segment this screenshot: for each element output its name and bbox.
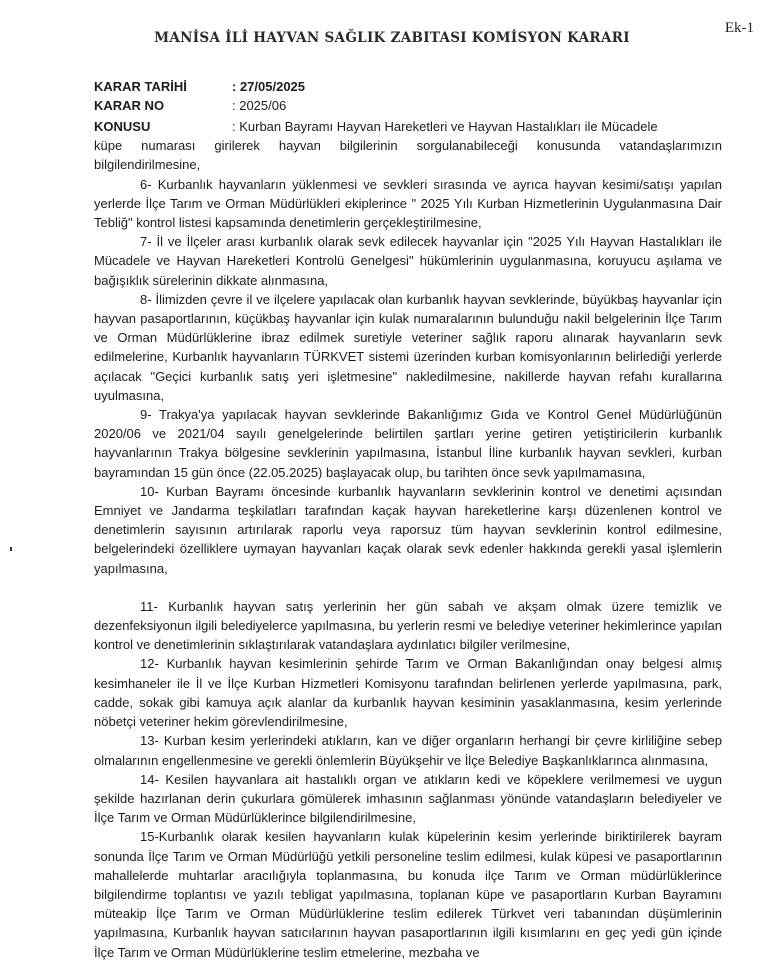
paragraph: 6- Kurbanlık hayvanların yüklenmesi ve sevkleri sırasında ve ayrıca hayvan kesimi/satışı yapılan yerlerde İlçe Tarım ve Orman Müdürlükleri ekiplerince " 2025 Yılı Kurban Hizmetlerinin Uygulanmasına Dair Tebliğ" kontrol listesi kapsamında denetimlerin gerçekleştirilmesine,	[94, 176, 722, 231]
decision-date-value: : 27/05/2025	[232, 79, 306, 94]
decision-number-label: KARAR NO	[94, 98, 165, 113]
decision-date-label: KARAR TARİHİ	[94, 79, 187, 94]
paragraph-gap	[94, 578, 722, 597]
paragraph: 11- Kurbanlık hayvan satış yerlerinin her gün sabah ve akşam olmak üzere temizlik ve dezenfeksiyonun ilgili belediyelerce yapılmasına, bu yerlerin resmi ve belediye veteriner hekimlerince yapılan kontrol ve denetimlerinin sıklaştırılarak vatandaşlara aydınlatıcı bilgiler verilmesine,	[94, 598, 722, 653]
paragraph: 15-Kurbanlık olarak kesilen hayvanların kulak küpelerinin kesim yerlerinde biriktirilerek bayram sonunda İlçe Tarım ve Orman Müdürlüğü yetkili personeline teslim edilmesi, kulak küpesi ve pasaportlarının mahallelerde muhtarlar aracılığıyla toplanmasına, bu konuda ilçe Tarım ve Orman müdürlüklerince bilgilendirme toplantısı ve yazılı tebligat yapılmasına, toplanan küpe ve pasaportların Kurban Bayramını müteakip İlçe Tarım ve Orman Müdürlüklerine teslim edilerek Türkvet veri tabanından düşümlerinin yapılmasına, Kurbanlık hayvan satıcılarının hayvan pasaportlarının ilgili kısımlarını en geç yedi gün içinde İlçe Tarım ve Orman Müdürlüklerine teslim etmelerine, mezbaha ve	[94, 829, 722, 960]
paragraph: 13- Kurban kesim yerlerindeki atıkların, kan ve diğer organların herhangi bir çevre kirliliğine sebep olmalarının engellenmesine ve gerekli önlemlerin Büyükşehir ve İlçe Belediye Başkanlıklarınca alınmasına,	[94, 733, 722, 768]
paragraph: 7- İl ve İlçeler arası kurbanlık olarak sevk edilecek hayvanlar için "2025 Yılı Hayvan Hastalıkları ile Mücadele ve Hayvan Hareketleri Kontrolü Genelgesi" hükümlerinin uygulanmasına, koruyucu aşılama ve bağışıklık sürelerinin dikkate alınmasına,	[94, 234, 722, 288]
decision-number-row	[94, 96, 305, 115]
paragraph: 12- Kurbanlık hayvan kesimlerinin şehirde Tarım ve Orman Bakanlığından onay belgesi almış kesimhaneler ile İl ve İlçe Kurban Hizmetleri Komisyonu tarafından belirlenen yerlerde yapılmasına, park, cadde, sokak gibi kamuya açık alanlar da kurbanlık hayvan kesiminin yasaklanmasına, kesim yerlerinde nöbetçi veteriner hekim görevlendirilmesine,	[94, 656, 722, 730]
paragraph: 10- Kurban Bayramı öncesinde kurbanlık hayvanların sevklerinin kontrol ve denetimi açısından Emniyet ve Jandarma teşkilatları tarafından kaçak hayvan hareketlerine karşı düzenlenen kontrol ve denetimlerin sayısının artırılarak raporlu veya raporsuz tüm hayvan sevklerinin kontrol edilmesine, belgelerindeki özelliklere uymayan hayvanları kaçak olarak sevk edenler hakkında gerekli yasal işlemlerin yapılmasına,	[94, 483, 722, 576]
annex-label: Ek-1	[724, 20, 754, 36]
scan-speck	[10, 547, 12, 551]
decision-meta	[94, 77, 305, 115]
paragraph: küpe numarası girilerek hayvan bilgilerinin sorgulanabileceği konusunda vatandaşlarımızın bilgilendirilmesine,	[94, 138, 722, 173]
subject-row	[94, 117, 722, 136]
decision-number-value: : 2025/06	[232, 98, 287, 113]
paragraph: 14- Kesilen hayvanlara ait hastalıklı organ ve atıkların kedi ve köpeklere verilmemesi ve uygun şekilde hazırlanan derin çukurlara gömülerek imhasının sağlanması yönünde vatandaşların belediyeler ve İlçe Tarım ve Orman Müdürlüklerince bilgilendirilmesine,	[94, 771, 722, 826]
document-title: MANİSA İLİ HAYVAN SAĞLIK ZABITASI KOMİSYON KARARI	[154, 30, 630, 46]
document-body	[94, 117, 722, 962]
paragraph: 8- İlimizden çevre il ve ilçelere yapılacak olan kurbanlık hayvan sevklerinde, büyükbaş hayvanlar için hayvan pasaportlarının, küçükbaş hayvanlar için kulak numaralarının bulunduğu nakil belgelerinin İlçe Tarım ve Orman Müdürlüklerine ibraz edilmek suretiyle veteriner sağlık raporu alınarak hayvanların sevk edilmelerine, Kurbanlık hayvanların TÜRKVET sistemi üzerinden kurban komisyonlarının belirlediği yerlerde açılacak "Geçici kurbanlık satış yeri işletmesine" nakledilmesine, nakillerde hayvan refahı kurallarına uyulmasına,	[94, 291, 722, 403]
subject-value: : Kurban Bayramı Hayvan Hareketleri ve Hayvan Hastalıkları ile Mücadele	[232, 119, 658, 134]
subject-label: KONUSU	[94, 119, 151, 134]
paragraph: 9- Trakya'ya yapılacak hayvan sevklerinde Bakanlığımız Gıda ve Kontrol Genel Müdürlüğünün 2020/06 ve 2021/04 sayılı genelgelerinde belirtilen şartları yerine getiren yetiştiricilerin kurbanlık hayvanlarının Trakya bölgesine sevklerinin yapılmasına, İstanbul İline kurbanlık hayvan sevkleri, kurban bayramından 15 gün önce (22.05.2025) başlayacak olup, bu tarihten önce sevk yapılmamasına,	[94, 407, 722, 480]
decision-date-row	[94, 77, 305, 96]
